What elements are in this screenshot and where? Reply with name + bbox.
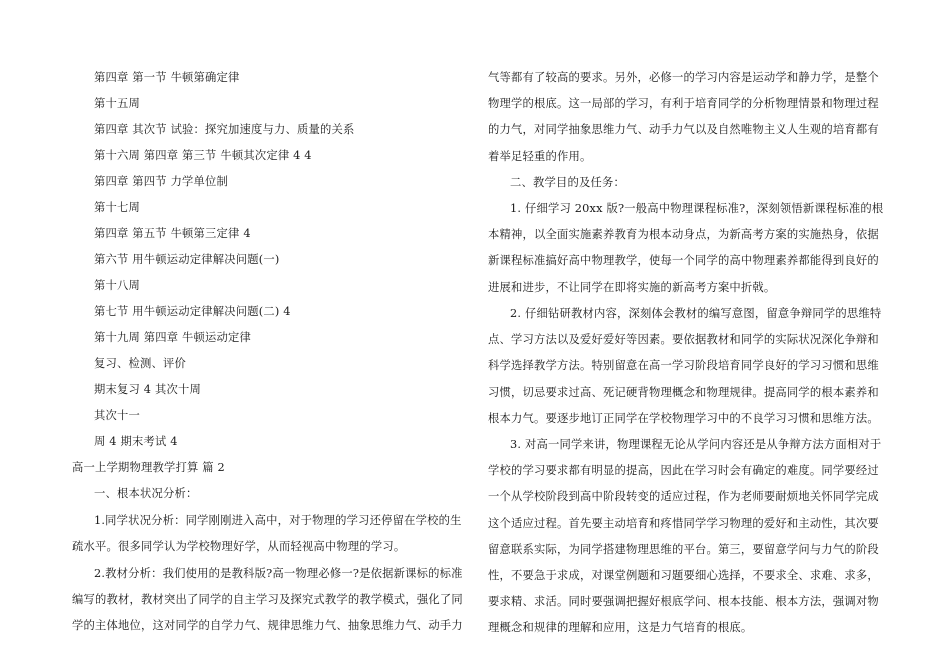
schedule-line: 第四章 其次节 试验：探究加速度与力、质量的关系	[94, 123, 355, 136]
paragraph-line: 留意联系实际，为同学搭建物理思维的平台。第三，要留意学问与力气的阶段	[488, 542, 879, 556]
paragraph-item-2	[488, 306, 881, 437]
paragraph-continued	[488, 70, 879, 175]
schedule-line: 第六节 用牛顿运动定律解决问题(一)	[94, 253, 280, 266]
paragraph-student-analysis	[72, 513, 462, 565]
paragraph-line: 进展和进步，不让同学在即将实施的新高考方案中折戟。	[488, 280, 776, 294]
paragraph-line: 2. 仔细钻研教材内容，深刻体会教材的编写意图，留意争辩同学的思维特	[510, 307, 882, 320]
paragraph-line: 本精神，以全面实施素养教育为根本动身点，为新高考方案的实施热身，依据	[488, 228, 879, 242]
paragraph-item-3	[488, 437, 881, 647]
paragraph-line: 2.教材分析：我们使用的是教科版?高一物理必修一?是依据新课标的标准	[94, 567, 463, 580]
paragraph-line: 1.同学状况分析：同学刚刚进入高中，对于物理的学习还停留在学校的生	[94, 514, 462, 527]
schedule-line: 第七节 用牛顿运动定律解决问题(二) 4	[94, 305, 291, 318]
schedule-line: 第四章 第五节 牛顿第三定律 4	[94, 227, 251, 240]
schedule-line: 第十七周	[94, 201, 140, 214]
paragraph-line: 疏水平。很多同学认为学校物理好学，从而轻视高中物理的学习。	[72, 540, 406, 554]
paragraph-line: 1. 仔细学习 20xx 版?一般高中物理课程标准?，深刻领悟新课程标准的根	[510, 202, 884, 215]
paragraph-line: 新课程标准搞好高中物理教学，使每一个同学的高中物理素养都能得到良好的	[488, 254, 879, 268]
section-title: 高一上学期物理教学打算 篇 2	[72, 461, 225, 474]
schedule-line: 第十六周 第四章 第三节 牛顿其次定律 4 4	[94, 149, 312, 162]
paragraph-line: 物理学的根底。这一局部的学习，有利于培育同学的分析物理情景和物理过程	[488, 97, 879, 111]
paragraph-line: 根本力气。要逐步地订正同学在学校物理学习中的不良学习习惯和思维方法。	[488, 411, 879, 425]
schedule-line: 第四章 第四节 力学单位制	[94, 175, 229, 188]
heading-basic-analysis: 一、根本状况分析：	[94, 487, 198, 500]
schedule-line: 第十五周	[94, 97, 140, 110]
paragraph-line: 一个从学校阶段到高中阶段转变的适应过程，作为老师要耐烦地关怀同学完成	[488, 490, 879, 504]
paragraph-line: 习惯，切忌要求过高、死记硬背物理概念和物理规律。提高同学的根本素养和	[488, 385, 879, 399]
paragraph-line: 学校的学习要求都有明显的提高，因此在学习时会有确定的难度。同学要经过	[488, 464, 879, 478]
paragraph-line: 性，不要急于求成，对课堂例题和习题要细心选择，不要求全、求难、求多，	[488, 568, 879, 582]
schedule-line: 周 4 期末考试 4	[94, 435, 178, 448]
paragraph-line: 理概念和规律的理解和应用，这是力气培育的根底。	[488, 621, 753, 635]
paragraph-textbook-analysis	[72, 566, 463, 645]
paragraph-line: 3. 对高一同学来讲，物理课程无论从学问内容还是从争辩方法方面相对于	[510, 438, 882, 451]
schedule-line: 第四章 第一节 牛顿第确定律	[94, 71, 240, 84]
paragraph-line: 的力气，对同学抽象思维力气、动手力气以及自然唯物主义人生观的培育都有	[488, 123, 879, 137]
schedule-line: 复习、检测、评价	[94, 357, 186, 370]
paragraph-line: 科学选择教学方法。特别留意在高一学习阶段培育同学良好的学习习惯和思维	[488, 359, 879, 373]
schedule-line: 其次十一	[94, 409, 140, 422]
heading-goals: 二、教学目的及任务：	[510, 176, 625, 189]
paragraph-line: 学的主体地位，这对同学的自学力气、规律思维力气、抽象思维力气、动手力	[72, 619, 463, 633]
paragraph-line: 编写的教材，教材突出了同学的自主学习及探究式教学的教学模式，强化了同	[72, 593, 463, 607]
schedule-line: 期末复习 4 其次十周	[94, 383, 201, 396]
paragraph-line: 这个适应过程。首先要主动培育和疼惜同学学习物理的爱好和主动性，其次要	[488, 516, 879, 530]
schedule-line: 第十八周	[94, 279, 140, 292]
paragraph-line: 点、学习方法以及爱好爱好等因素。要依据教材和同学的实际状况深化争辩和	[488, 333, 879, 347]
paragraph-line: 气等都有了较高的要求。另外，必修一的学习内容是运动学和静力学，是整个	[488, 71, 879, 84]
paragraph-item-1	[488, 201, 883, 306]
paragraph-line: 要求精、求活。同时要强调把握好根底学问、根本技能、根本方法，强调对物	[488, 595, 879, 609]
paragraph-line: 着举足轻重的作用。	[488, 149, 592, 163]
schedule-line: 第十九周 第四章 牛顿运动定律	[94, 331, 252, 344]
